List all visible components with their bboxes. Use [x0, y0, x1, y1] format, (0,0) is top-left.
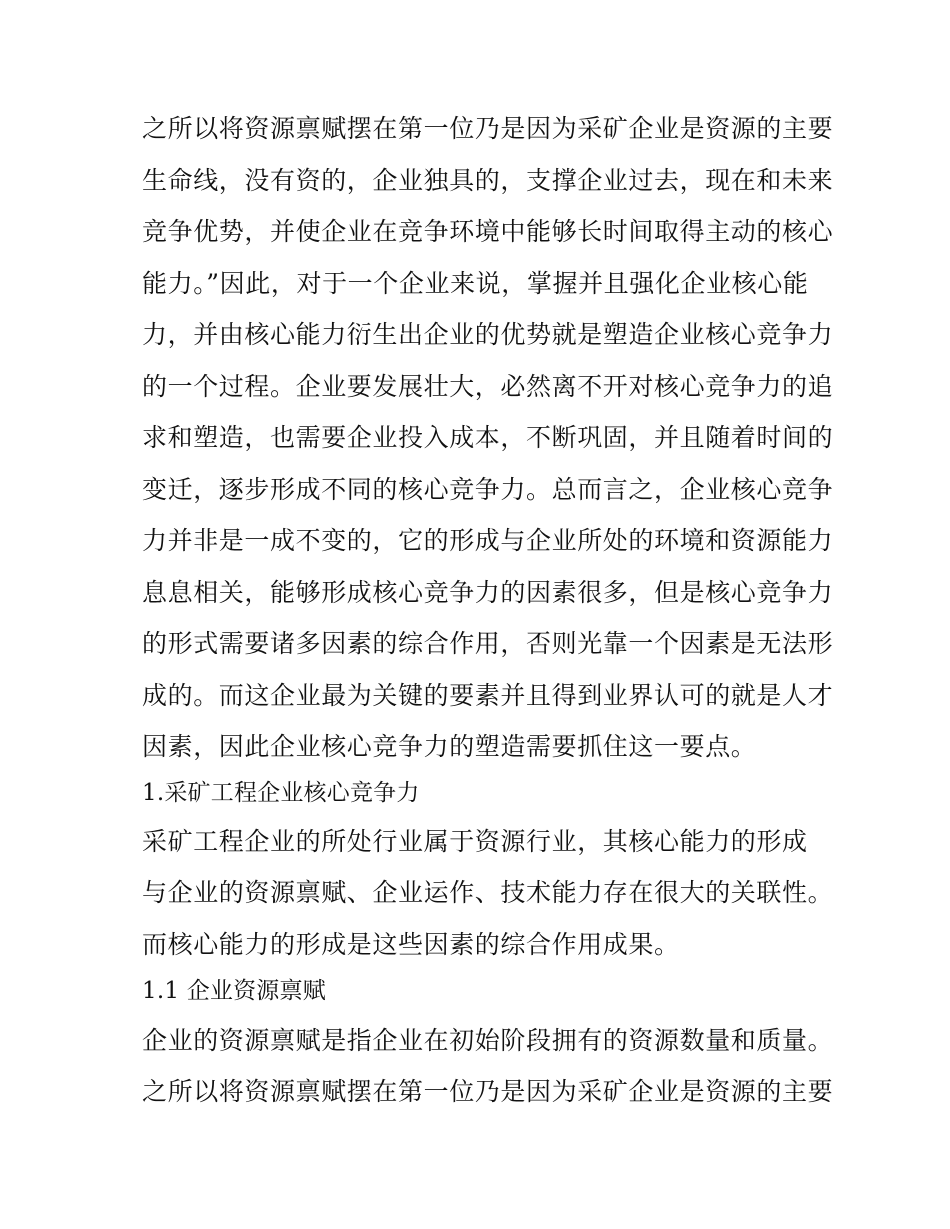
paragraph-line: 采矿工程企业的所处行业属于资源行业，其核心能力的形成	[142, 827, 808, 856]
paragraph-line: 之所以将资源禀赋摆在第一位乃是因为采矿企业是资源的主要	[142, 1077, 834, 1106]
paragraph-line: 而核心能力的形成是这些因素的综合作用成果。	[142, 930, 680, 959]
subsection-heading: 1.1 企业资源禀赋	[142, 978, 326, 1004]
paragraph-line: 竞争优势，并使企业在竞争环境中能够长时间取得主动的核心	[142, 217, 834, 246]
paragraph-line: 的一个过程。企业要发展壮大，必然离不开对核心竞争力的追	[142, 372, 834, 401]
paragraph-line: 与企业的资源禀赋、企业运作、技术能力存在很大的关联性。	[142, 878, 834, 907]
paragraph-line: 因素，因此企业核心竞争力的塑造需要抓住这一要点。	[142, 732, 757, 761]
paragraph-line: 变迁，逐步形成不同的核心竞争力。总而言之，企业核心竞争	[142, 475, 834, 504]
paragraph-line: 企业的资源禀赋是指企业在初始阶段拥有的资源数量和质量。	[142, 1026, 834, 1055]
paragraph-line: 成的。而这企业最为关键的要素并且得到业界认可的就是人才	[142, 681, 834, 710]
paragraph-line: 能力。”因此，对于一个企业来说，掌握并且强化企业核心能	[142, 269, 809, 298]
paragraph-line: 力并非是一成不变的，它的形成与企业所处的环境和资源能力	[142, 526, 834, 555]
paragraph-line: 之所以将资源禀赋摆在第一位乃是因为采矿企业是资源的主要	[142, 114, 834, 143]
paragraph-line: 的形式需要诸多因素的综合作用，否则光靠一个因素是无法形	[142, 629, 834, 658]
paragraph-line: 生命线，没有资的，企业独具的，支撑企业过去，现在和未来	[142, 166, 834, 195]
paragraph-line: 息息相关，能够形成核心竞争力的因素很多，但是核心竞争力	[142, 578, 834, 607]
paragraph-line: 力，并由核心能力衍生出企业的优势就是塑造企业核心竞争力	[142, 320, 834, 349]
section-heading: 1.采矿工程企业核心竞争力	[142, 780, 420, 806]
paragraph-line: 求和塑造，也需要企业投入成本，不断巩固，并且随着时间的	[142, 423, 834, 452]
